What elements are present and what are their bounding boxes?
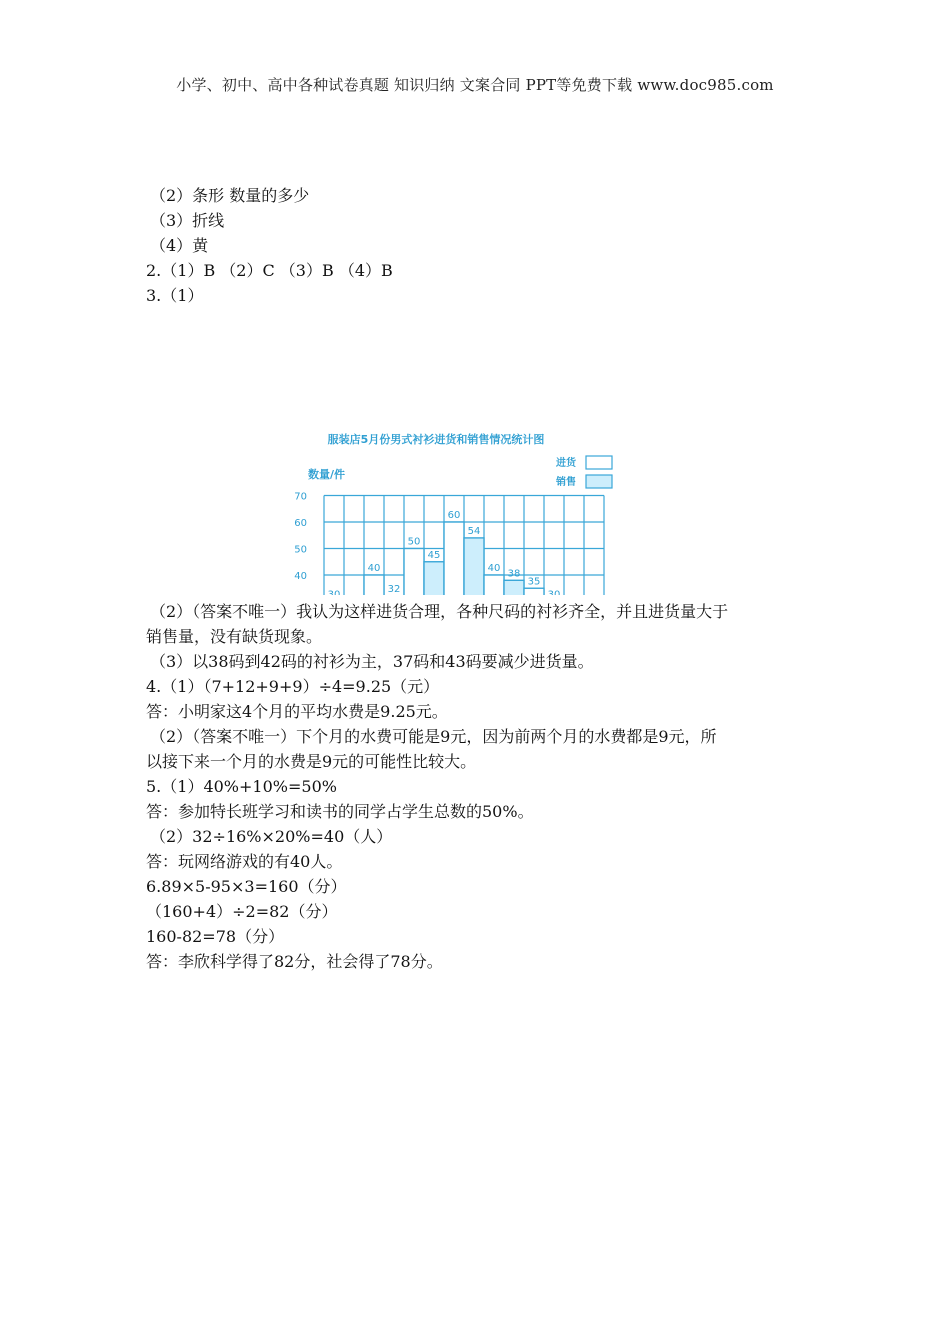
answer-content — [146, 183, 806, 974]
bar-purchase — [484, 575, 504, 595]
y-tick-label: 40 — [294, 571, 307, 582]
answer-line: 3.（1） — [146, 286, 204, 305]
answer-line: （2）32÷16%×20%=40（人） — [150, 827, 393, 846]
page-header: 小学、初中、高中各种试卷真题 知识归纳 文案合同 PPT等免费下载 www.doc985.com — [176, 76, 774, 94]
legend-label: 进货 — [556, 458, 576, 469]
data-label-purchase: 30 — [327, 589, 341, 595]
bar-purchase — [364, 575, 384, 595]
data-label-purchase: 40 — [487, 563, 501, 574]
answer-line: 答：参加特长班学习和读书的同学占学生总数的50%。 — [146, 802, 534, 821]
bar-purchase — [524, 588, 544, 595]
y-tick-label: 50 — [294, 544, 307, 556]
data-label-sales: 32 — [387, 584, 401, 595]
y-tick-label: 70 — [294, 491, 307, 503]
bar-chart — [146, 310, 806, 595]
y-axis-label: 数量/件 — [308, 468, 346, 481]
bar-sales — [464, 538, 484, 595]
answer-line: 160-82=78（分） — [146, 927, 285, 946]
answer-line: 答：玩网络游戏的有40人。 — [146, 852, 343, 871]
answer-line: 4.（1）（7+12+9+9）÷4=9.25（元） — [146, 677, 440, 696]
answer-line: （2）（答案不唯一）下个月的水费可能是9元，因为前两个月的水费都是9元，所 — [150, 727, 717, 746]
data-label-purchase: 35 — [527, 576, 541, 588]
data-label-sales: 45 — [427, 549, 441, 561]
answer-line: 5.（1）40%+10%=50% — [146, 777, 337, 796]
data-label-purchase: 40 — [367, 563, 381, 574]
legend-swatch-sales — [586, 475, 612, 488]
answer-line: 答：李欣科学得了82分，社会得了78分。 — [146, 952, 443, 971]
answer-line: （3）以38码到42码的衬衫为主，37码和43码要减少进货量。 — [150, 652, 594, 671]
data-label-sales: 54 — [467, 525, 481, 537]
bar-chart-svg — [146, 310, 806, 595]
answer-line: （160+4）÷2=82（分） — [146, 902, 338, 921]
bar-purchase — [444, 522, 464, 595]
answer-line: （4）黄 — [150, 236, 209, 255]
answer-line: 销售量，没有缺货现象。 — [146, 627, 323, 646]
answer-line: 以接下来一个月的水费是9元的可能性比较大。 — [146, 752, 477, 771]
bar-purchase — [404, 549, 424, 596]
bar-sales — [424, 562, 444, 595]
answer-line: 6.89×5-95×3=160（分） — [146, 877, 347, 896]
data-label-sales: 38 — [507, 568, 521, 580]
data-label-purchase: 50 — [407, 536, 421, 548]
legend-label: 销售 — [556, 477, 576, 488]
data-label-sales: 30 — [547, 589, 561, 595]
chart-title: 服装店5月份男式衬衫进货和销售情况统计图 — [327, 433, 545, 446]
answer-line: 2.（1）B （2）C （3）B （4）B — [146, 261, 393, 280]
data-label-purchase: 60 — [447, 510, 461, 521]
answer-line: （2）（答案不唯一）我认为这样进货合理，各种尺码的衬衫齐全，并且进货量大于 — [150, 602, 729, 621]
legend-swatch-purchase — [586, 456, 612, 469]
answer-line: 答：小明家这4个月的平均水费是9.25元。 — [146, 702, 448, 721]
answer-line: （2）条形 数量的多少 — [150, 186, 310, 205]
bar-sales — [504, 580, 524, 595]
answer-line: （3）折线 — [150, 211, 225, 230]
y-tick-label: 60 — [294, 518, 307, 529]
